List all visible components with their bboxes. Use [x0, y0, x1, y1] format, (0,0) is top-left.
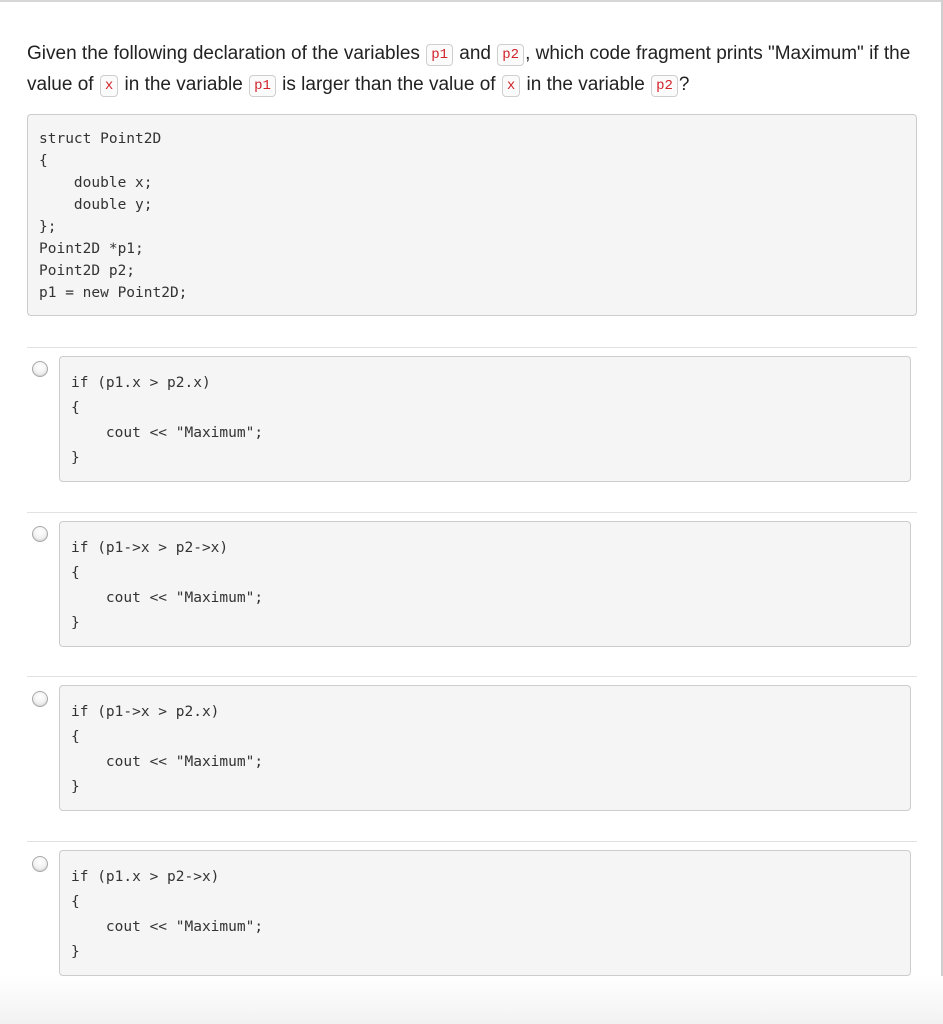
question-text-part: , which code fragment prints "Maximum" if the value of [27, 43, 916, 95]
option-a-code[interactable]: if (p1.x > p2.x) { cout << "Maximum"; } [59, 356, 911, 482]
answer-separator [27, 512, 917, 513]
option-c-code[interactable]: if (p1->x > p2.x) { cout << "Maximum"; } [59, 685, 911, 811]
inline-code-x: x [100, 75, 118, 97]
bottom-fade [0, 976, 943, 1024]
question-text-part: is larger than the value of [276, 74, 501, 95]
question-text-part: ? [678, 74, 690, 95]
answer-separator [27, 347, 917, 348]
inline-code-p2: p2 [497, 44, 524, 66]
option-b-code[interactable]: if (p1->x > p2->x) { cout << "Maximum"; } [59, 521, 911, 647]
option-d-code[interactable]: if (p1.x > p2->x) { cout << "Maximum"; } [59, 850, 911, 976]
answer-separator [27, 676, 917, 677]
question-text-part: and [454, 43, 497, 64]
inline-code-p1: p1 [426, 44, 453, 66]
question-text-part: in the variable [521, 74, 651, 95]
option-a-radio[interactable] [32, 361, 48, 377]
option-c-radio[interactable] [32, 691, 48, 707]
top-border [0, 0, 943, 2]
option-b-radio[interactable] [32, 526, 48, 542]
question-text-part: Given the following declaration of the variables [27, 43, 426, 64]
inline-code-x: x [502, 75, 520, 97]
inline-code-p1: p1 [249, 75, 276, 97]
option-d-radio[interactable] [32, 856, 48, 872]
declaration-code-block: struct Point2D { double x; double y; }; Point2D *p1; Point2D p2; p1 = new Point2D; [27, 114, 917, 316]
question-text-part: in the variable [119, 74, 249, 95]
inline-code-p2: p2 [651, 75, 678, 97]
question-text [27, 38, 927, 100]
answer-separator [27, 841, 917, 842]
